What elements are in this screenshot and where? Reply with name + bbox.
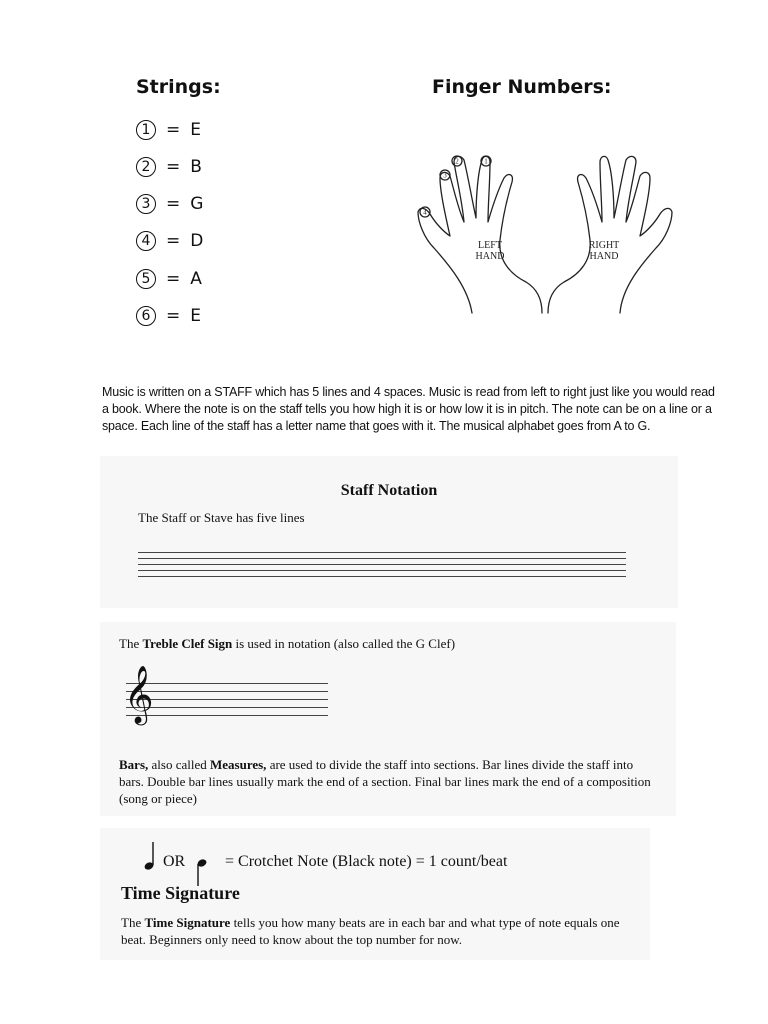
string-row bbox=[136, 228, 203, 254]
time-signature-panel bbox=[100, 828, 650, 960]
treble-clef-text: The Treble Clef Sign is used in notation (also called the G Clef) bbox=[119, 636, 456, 651]
finger-label-3: 3 bbox=[443, 171, 447, 180]
string-row bbox=[136, 154, 202, 180]
finger-numbers-heading: Finger Numbers: bbox=[432, 76, 612, 98]
equals-sign: = bbox=[166, 269, 181, 289]
string-number-circle: 1 bbox=[136, 120, 156, 140]
right-hand-outline bbox=[548, 156, 672, 313]
hands-illustration bbox=[410, 148, 680, 318]
staff-notation-subtitle: The Staff or Stave has five lines bbox=[138, 510, 305, 525]
left-hand-outline bbox=[418, 156, 542, 313]
string-note: D bbox=[190, 231, 204, 251]
staff-notation-panel bbox=[100, 456, 678, 608]
string-row bbox=[136, 191, 203, 217]
finger-label-2: 2 bbox=[455, 157, 459, 166]
string-row bbox=[136, 117, 201, 143]
intro-paragraph: Music is written on a STAFF which has 5 lines and 4 spaces. Music is read from left to right just like you would read a book. Where the note is on the staff tells you how high it is or how low it is in pitch. The note can be on a line or a space. Each line of the staff has a letter name that goes with it. The musical alphabet goes from A to G. bbox=[102, 385, 715, 433]
strings-heading: Strings: bbox=[136, 76, 221, 98]
time-signature-heading: Time Signature bbox=[121, 883, 240, 903]
equals-sign: = bbox=[166, 231, 181, 251]
treble-clef-panel bbox=[100, 622, 676, 816]
right-hand-label-line2: HAND bbox=[589, 251, 619, 262]
string-note: E bbox=[190, 120, 201, 140]
string-note: E bbox=[190, 306, 201, 326]
left-hand-label-line1: LEFT bbox=[478, 240, 502, 251]
finger-label-4: 4 bbox=[423, 208, 427, 217]
time-signature-paragraph: The Time Signature tells you how many beats are in each bar and what type of note equals one beat. Beginners only need to know about the top number for now. bbox=[121, 915, 620, 947]
finger-label-1: 1 bbox=[484, 157, 488, 166]
string-number-circle: 2 bbox=[136, 157, 156, 177]
string-number-circle: 4 bbox=[136, 231, 156, 251]
string-number-circle: 5 bbox=[136, 269, 156, 289]
string-number-circle: 3 bbox=[136, 194, 156, 214]
left-hand-label-line2: HAND bbox=[475, 251, 505, 262]
string-note: B bbox=[190, 157, 202, 177]
crotchet-description: = Crotchet Note (Black note) = 1 count/beat bbox=[225, 853, 508, 870]
string-note: G bbox=[190, 194, 204, 214]
crotchet-or: OR bbox=[163, 853, 186, 870]
string-note: A bbox=[190, 269, 202, 289]
staff-notation-title: Staff Notation bbox=[340, 482, 438, 499]
bars-paragraph: Bars, also called Measures, are used to divide the staff into sections. Bar lines divide the staff into bars. Double bar lines usually mark the end of a section. Final bar lines mark the end of a composition (song or piece) bbox=[119, 757, 651, 806]
equals-sign: = bbox=[166, 157, 181, 177]
equals-sign: = bbox=[166, 194, 181, 214]
string-row bbox=[136, 303, 201, 329]
treble-clef-icon: 𝄞 bbox=[124, 665, 154, 723]
equals-sign: = bbox=[166, 120, 181, 140]
right-hand-label-line1: RIGHT bbox=[588, 240, 620, 251]
equals-sign: = bbox=[166, 306, 181, 326]
string-row bbox=[136, 266, 202, 292]
string-number-circle: 6 bbox=[136, 306, 156, 326]
